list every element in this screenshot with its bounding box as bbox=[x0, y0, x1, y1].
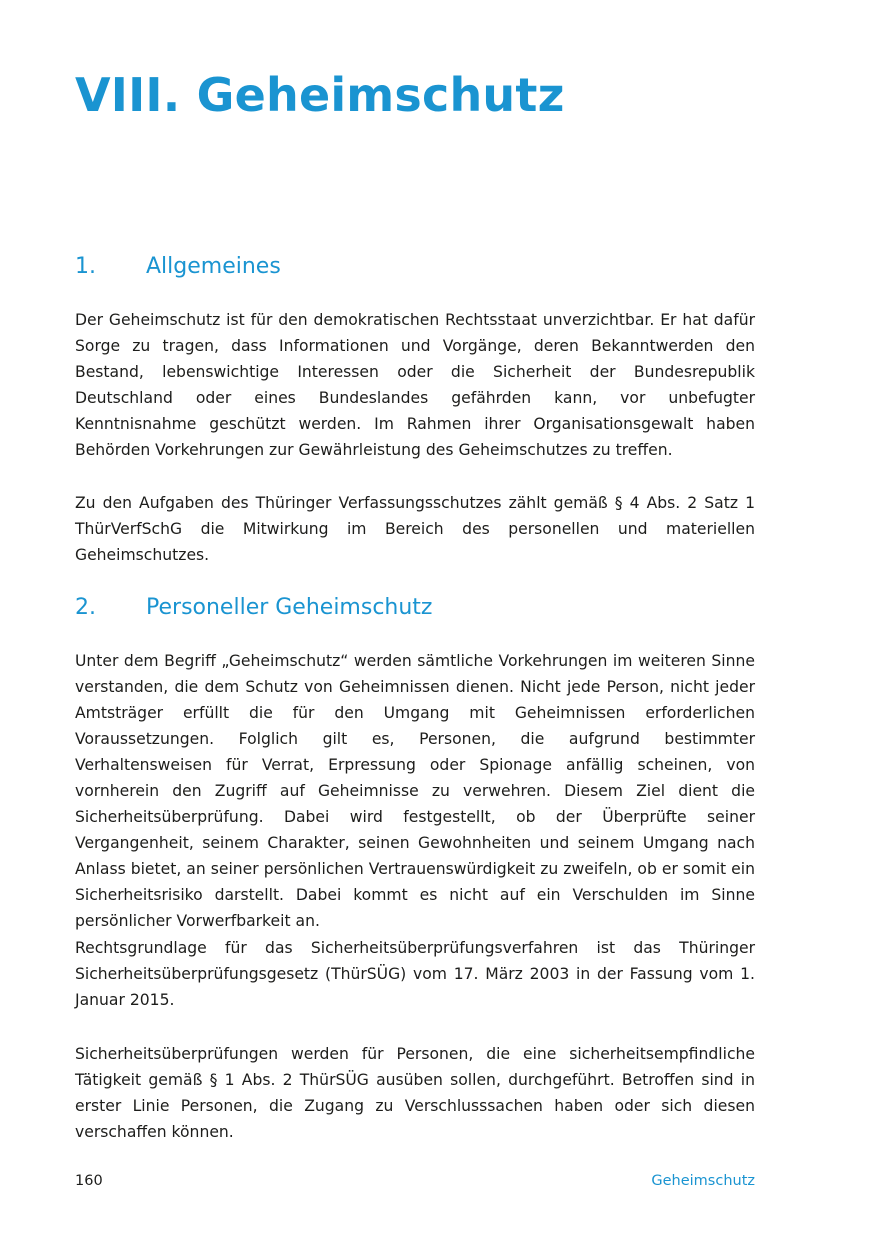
chapter-title: VIII. Geheimschutz bbox=[75, 68, 565, 122]
paragraph: Zu den Aufgaben des Thüringer Verfassungsschutzes zählt gemäß § 4 Abs. 2 Satz 1 ThürVerfSchG die Mitwirkung im Bereich des personellen und materiellen Geheimschutzes. bbox=[75, 494, 755, 564]
paragraph: Unter dem Begriff „Geheimschutz“ werden sämtliche Vorkehrungen im weiteren Sinne verstanden, die dem Schutz von Geheimnissen dienen. Nicht jede Person, nicht jeder Amtsträger erfüllt die für den Umgang mit Geheimnissen erforderlichen Voraussetzungen. Folglich gilt es, Personen, die aufgrund bestimmter Verhaltensweisen für Verrat, Erpressung oder Spionage anfällig scheinen, von vornherein den Zugriff auf Geheimnisse zu verwehren. Diesem Ziel dient die Sicherheitsüberprüfung. Dabei wird festgestellt, ob der Überprüfte seiner Vergangenheit, seinem Charakter, seinen Gewohnheiten und seinem Umgang nach Anlass bietet, an seiner persönlichen Vertrauenswürdigkeit zu zweifeln, ob er somit ein Sicherheitsrisiko darstellt. Dabei kommt es nicht auf ein Verschulden im Sinne persönlicher Vorwerfbarkeit an. bbox=[75, 652, 755, 930]
page-number: 160 bbox=[75, 1173, 103, 1189]
section-number: 2. bbox=[75, 595, 96, 620]
running-title: Geheimschutz bbox=[651, 1173, 755, 1189]
paragraph: Der Geheimschutz ist für den demokratischen Rechtsstaat unverzichtbar. Er hat dafür Sorge zu tragen, dass Informationen und Vorgänge, deren Bekanntwerden den Bestand, lebenswichtige Interessen oder die Sicherheit der Bundesrepublik Deutschland oder eines Bundeslandes gefährden kann, vor unbefugter Kenntnisnahme geschützt werden. Im Rahmen ihrer Organisationsgewalt haben Behörden Vorkehrungen zur Gewährleistung des Geheimschutzes zu treffen. bbox=[75, 311, 755, 459]
paragraph: Sicherheitsüberprüfungen werden für Personen, die eine sicherheitsempfindliche Tätigkeit gemäß § 1 Abs. 2 ThürSÜG ausüben sollen, durchgeführt. Betroffen sind in erster Linie Personen, die Zugang zu Verschlusssachen haben oder sich diesen verschaffen können. bbox=[75, 1045, 755, 1141]
section-number: 1. bbox=[75, 254, 96, 279]
section-heading-allgemeines bbox=[75, 254, 281, 280]
section-title: Personeller Geheimschutz bbox=[146, 595, 433, 620]
section-heading-personeller-geheimschutz bbox=[75, 595, 432, 621]
paragraph: Rechtsgrundlage für das Sicherheitsüberprüfungsverfahren ist das Thüringer Sicherheitsüberprüfungsgesetz (ThürSÜG) vom 17. März 2003 in der Fassung vom 1. Januar 2015. bbox=[75, 939, 755, 1009]
section-title: Allgemeines bbox=[146, 254, 281, 279]
